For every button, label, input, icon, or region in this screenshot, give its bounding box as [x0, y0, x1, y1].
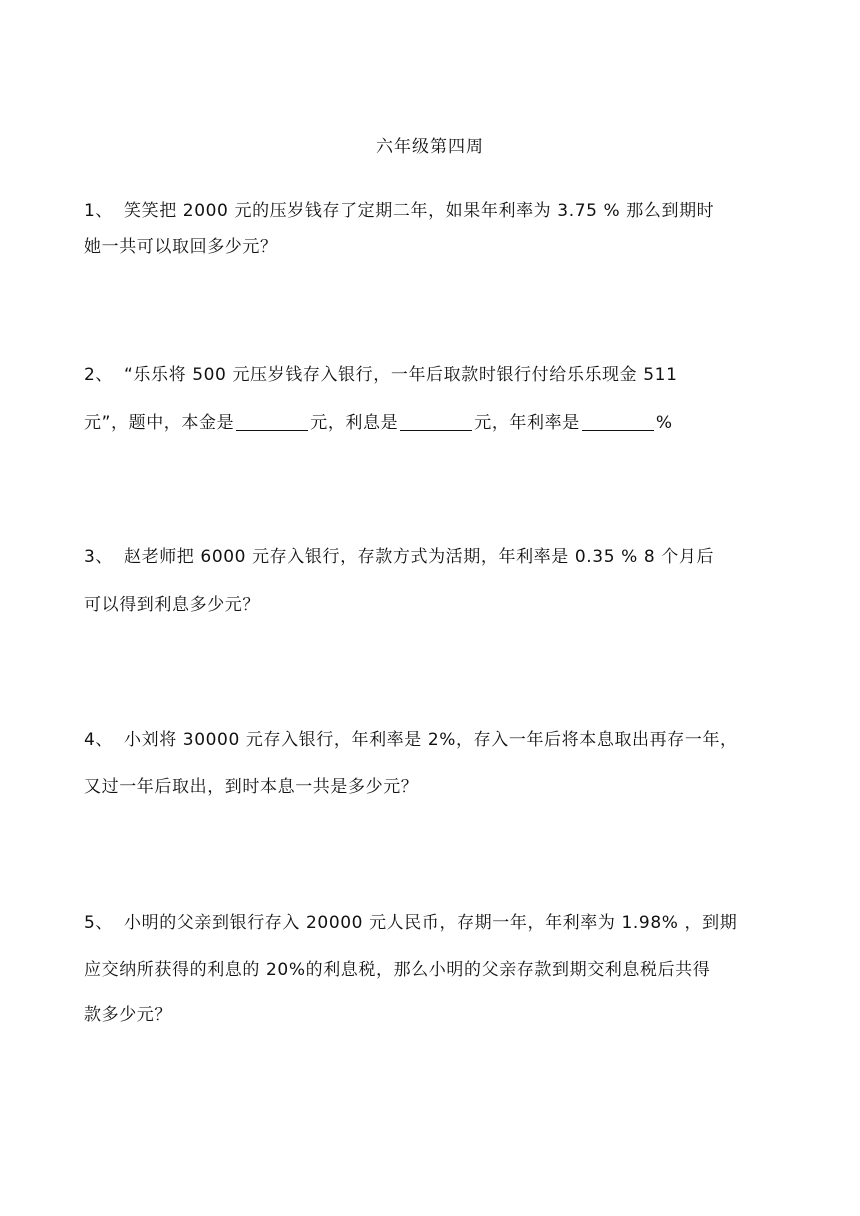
- question-2-line-1: [84, 360, 678, 385]
- question-2-fill-text-1: 元”，题中，本金是: [84, 413, 235, 433]
- question-4-number: 4、: [84, 730, 114, 750]
- question-2-fill-text-3: 元，年利率是: [474, 413, 580, 433]
- page-title: 六年级第四周: [376, 137, 484, 157]
- question-2-fill-text-4: %: [655, 413, 673, 433]
- question-2-fill-text-2: 元，利息是: [310, 413, 399, 433]
- question-1-number: 1、: [84, 201, 114, 221]
- question-5-number: 5、: [84, 913, 114, 933]
- question-4-line-2: 又过一年后取出，到时本息一共是多少元？: [84, 777, 419, 797]
- question-4-text-1: 小刘将 30000 元存入银行，年利率是 2%，存入一年后将本息取出再存一年，: [124, 730, 738, 750]
- question-1-line-1: [84, 196, 714, 221]
- question-4-line-1: [84, 725, 738, 750]
- question-2-line-2: [84, 408, 673, 433]
- question-5-line-1: [84, 908, 737, 933]
- question-3-text-1: 赵老师把 6000 元存入银行，存款方式为活期，年利率是 0.35 % 8 个月后: [124, 547, 715, 567]
- question-5-line-3: 款多少元？: [84, 1005, 172, 1025]
- question-2-number: 2、: [84, 365, 114, 385]
- interest-blank[interactable]: [400, 412, 472, 431]
- question-5-line-2: 应交纳所获得的利息的 20%的利息税，那么小明的父亲存款到期交利息税后共得: [84, 960, 711, 980]
- question-5-text-1: 小明的父亲到银行存入 20000 元人民币，存期一年，年利率为 1.98% ，到期: [124, 913, 738, 933]
- principal-blank[interactable]: [236, 412, 308, 431]
- question-1-line-2: 她一共可以取回多少元？: [84, 237, 278, 257]
- question-3-line-1: [84, 542, 714, 567]
- question-3-line-2: 可以得到利息多少元？: [84, 595, 260, 615]
- question-3-number: 3、: [84, 547, 114, 567]
- question-2-text-1: “乐乐将 500 元压岁钱存入银行，一年后取款时银行付给乐乐现金 511: [124, 365, 678, 385]
- rate-blank[interactable]: [582, 412, 654, 431]
- question-1-text-1: 笑笑把 2000 元的压岁钱存了定期二年，如果年利率为 3.75 % 那么到期时: [124, 201, 715, 221]
